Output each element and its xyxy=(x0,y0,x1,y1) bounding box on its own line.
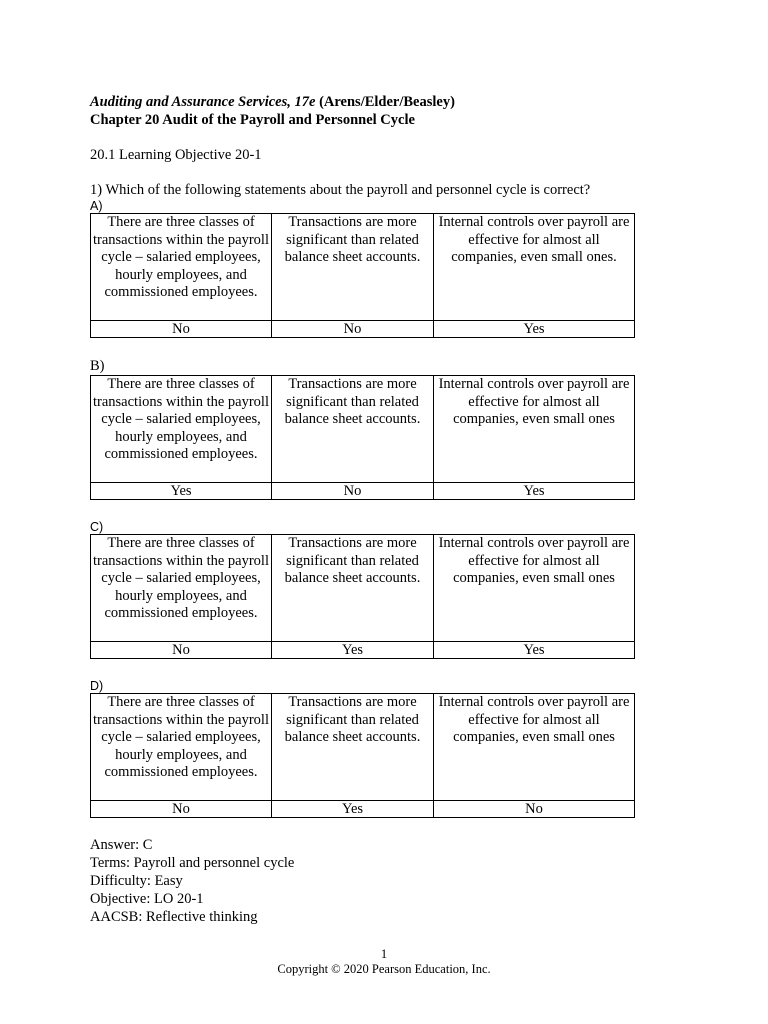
answer-cell: Yes xyxy=(91,483,272,500)
statement-cell: Transactions are more significant than related balance sheet accounts. xyxy=(272,694,434,801)
answer-cell: No xyxy=(272,321,434,338)
statement-cell: Transactions are more significant than related balance sheet accounts. xyxy=(272,376,434,483)
statement-cell: Internal controls over payroll are effective for almost all companies, even small ones. xyxy=(434,214,635,321)
answer-cell: No xyxy=(91,642,272,659)
answer-cell: No xyxy=(272,483,434,500)
chapter-title: Chapter 20 Audit of the Payroll and Personnel Cycle xyxy=(90,112,415,128)
answer-cell: Yes xyxy=(272,642,434,659)
option-table-b xyxy=(90,375,635,500)
statement-cell: There are three classes of transactions within the payroll cycle – salaried employees, hourly employees, and commissioned employees. xyxy=(91,214,272,321)
question-text: 1) Which of the following statements about the payroll and personnel cycle is correct? xyxy=(90,182,591,198)
option-label-a: A) xyxy=(90,199,103,213)
book-title: Auditing and Assurance Services, 17e xyxy=(90,94,316,110)
statement-cell: Internal controls over payroll are effective for almost all companies, even small ones xyxy=(434,535,635,642)
section-heading: 20.1 Learning Objective 20-1 xyxy=(90,147,262,163)
document-page xyxy=(90,93,635,926)
statement-cell: Transactions are more significant than related balance sheet accounts. xyxy=(272,214,434,321)
aacsb-line: AACSB: Reflective thinking xyxy=(90,909,258,925)
answer-cell: No xyxy=(91,321,272,338)
option-table-d xyxy=(90,693,635,818)
option-label-b: B) xyxy=(90,358,105,374)
option-label-d: D) xyxy=(90,679,104,693)
statement-cell: Internal controls over payroll are effective for almost all companies, even small ones xyxy=(434,376,635,483)
answer-cell: Yes xyxy=(272,801,434,818)
statement-cell: Internal controls over payroll are effective for almost all companies, even small ones xyxy=(434,694,635,801)
answer-cell: No xyxy=(434,801,635,818)
option-label-c: C) xyxy=(90,520,104,534)
answer-cell: No xyxy=(91,801,272,818)
terms-line: Terms: Payroll and personnel cycle xyxy=(90,855,295,871)
objective-line: Objective: LO 20-1 xyxy=(90,891,204,907)
option-table-c xyxy=(90,534,635,659)
answer-cell: Yes xyxy=(434,483,635,500)
answer-cell: Yes xyxy=(434,321,635,338)
option-table-a xyxy=(90,213,635,338)
statement-cell: There are three classes of transactions within the payroll cycle – salaried employees, hourly employees, and commissioned employees. xyxy=(91,535,272,642)
book-authors: (Arens/Elder/Beasley) xyxy=(315,94,455,110)
book-header xyxy=(90,93,635,111)
statement-cell: Transactions are more significant than related balance sheet accounts. xyxy=(272,535,434,642)
answer-line: Answer: C xyxy=(90,837,153,853)
answer-cell: Yes xyxy=(434,642,635,659)
statement-cell: There are three classes of transactions within the payroll cycle – salaried employees, hourly employees, and commissioned employees. xyxy=(91,376,272,483)
page-number: 1 xyxy=(380,947,388,961)
statement-cell: There are three classes of transactions within the payroll cycle – salaried employees, hourly employees, and commissioned employees. xyxy=(91,694,272,801)
difficulty-line: Difficulty: Easy xyxy=(90,873,183,889)
page-footer xyxy=(0,947,768,977)
copyright-notice: Copyright © 2020 Pearson Education, Inc. xyxy=(277,962,491,976)
